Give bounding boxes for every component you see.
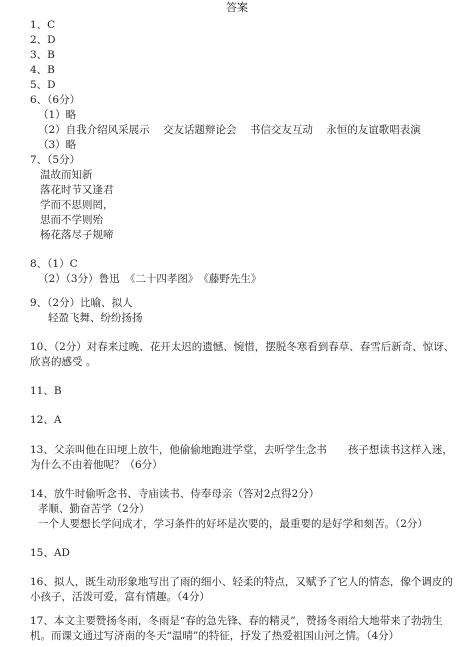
answer-4: 4、B	[30, 64, 55, 76]
answer-7-line: 杨花落尽子规啼	[40, 229, 114, 241]
answer-6-part-2	[38, 125, 421, 136]
answer-6-part-1: （1）略	[38, 109, 77, 121]
answer-11: 11、B	[30, 385, 62, 397]
answer-14-line-3: 一个人要想长学问成才，学习条件的好坏是次要的，最重要的是好学和刻苦。（2分）	[38, 518, 428, 530]
answer-14-line-2: 孝顺、勤奋苦学（2分）	[38, 503, 150, 515]
answer-8-head: 8、（1）C	[30, 258, 78, 270]
answer-6-part-3: （3）略	[38, 139, 77, 151]
answer-15: 15、AD	[30, 547, 70, 559]
answer-13-line-2: 为什么不由着他呢？（6分）	[30, 459, 163, 471]
answer-6-item: 书信交友互动	[249, 124, 313, 136]
answer-6-item: 永恒的友谊歌唱表演	[326, 124, 421, 136]
answer-14-line-1: 14、放牛时偷听念书、寺庙读书、侍奉母亲（答对2点得2分）	[30, 488, 320, 500]
answer-7-line: 温故而知新	[40, 169, 93, 181]
answer-9-line-2: 轻盈飞舞、纷纷扬扬	[48, 312, 143, 324]
answer-6-item: 交友话题辩论会	[163, 124, 237, 136]
answer-7-head: 7、（5分）	[30, 154, 81, 166]
answer-17-line-2: 机。而课文通过写济南的冬天“温晴”的特征，抒发了热爱祖国山河之情。（4分）	[30, 630, 400, 642]
answer-16-line-2: 小孩子，活泼可爱，富有情趣。（4分）	[30, 591, 210, 603]
answer-9-head: 9、（2分）比喻、拟人	[30, 297, 133, 309]
answer-8-part-2: （2）（3分）鲁迅 《二十四孝图》 《藤野先生》	[38, 273, 262, 285]
answer-16-line-1: 16、拟人，既生动形象地写出了雨的细小、轻柔的特点，又赋予了它人的情态，像个调皮的	[30, 576, 453, 588]
answer-7-line: 学而不思则罔，	[40, 199, 114, 211]
answer-7-line: 落花时节又逢君	[40, 184, 114, 196]
answer-3: 3、B	[30, 49, 55, 61]
answer-17-line-1: 17、本文主要赞扬冬雨，冬雨是“春的急先锋、春的精灵”，赞扬冬雨给大地带来了勃勃生	[30, 615, 443, 627]
answer-6-part-2-prefix: （2）自我介绍风采展示	[38, 124, 150, 136]
answer-10-line-2: 欣喜的感受 。	[30, 356, 97, 368]
answer-13-line-1: 13、父亲叫他在田埂上放牛，他偷偷地跑进学堂，去听学生念书 孩子想读书这样入迷，	[30, 444, 453, 456]
answer-7-line: 思而不学则殆	[40, 214, 103, 226]
answer-6-head: 6、（6分）	[30, 94, 81, 106]
answer-2: 2、D	[30, 34, 56, 46]
answer-1: 1、C	[30, 19, 56, 31]
answer-10-line-1: 10、（2分）对春来过晚、花开太迟的遗憾、惋惜，摆脱冬寒看到春草、春雪后新奇、惊讶、	[30, 341, 455, 353]
answer-12: 12、A	[30, 414, 62, 426]
answer-5: 5、D	[30, 79, 56, 91]
page-title: 答案	[226, 1, 248, 14]
